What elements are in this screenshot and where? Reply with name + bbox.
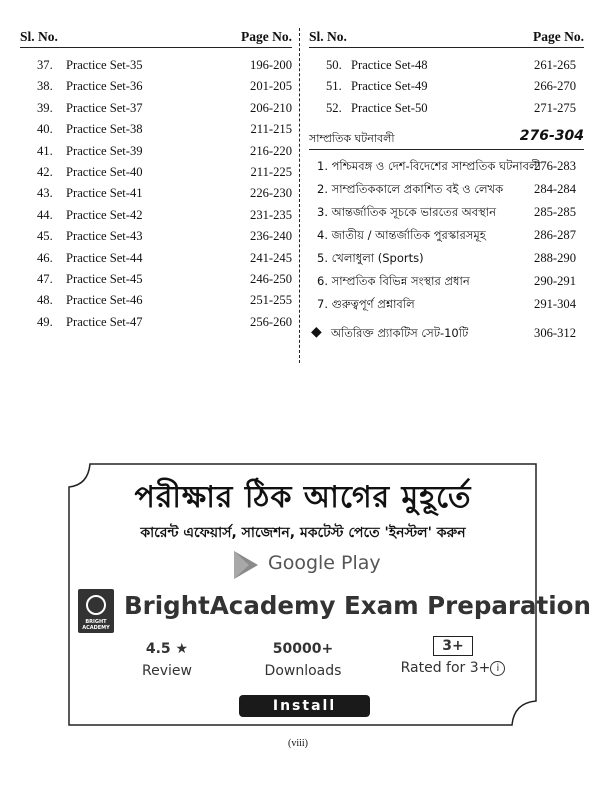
row-pages: 241-245 [250, 250, 292, 265]
downloads-label: Downloads [264, 663, 342, 679]
row-title: Practice Set-48 [351, 58, 428, 72]
row-number: 39. [37, 100, 53, 115]
row-pages: 276-283 [534, 159, 576, 173]
column-divider [299, 28, 300, 363]
row-number: 45. [37, 229, 53, 244]
section-title: সাম্প্রতিক ঘটনাবলী [309, 132, 395, 145]
row-pages: 284-284 [534, 182, 576, 196]
row-title: Practice Set-39 [66, 143, 143, 158]
row-number: 51. [326, 79, 342, 94]
row-pages: 201-205 [250, 79, 292, 94]
header-sl-no: Sl. No. [309, 29, 347, 44]
toc-row [309, 76, 584, 96]
current-affairs-row [309, 179, 584, 199]
row-pages: 206-210 [250, 100, 292, 115]
header-sl-no: Sl. No. [20, 29, 58, 44]
row-pages: 286-287 [534, 228, 576, 242]
row-title: 4. জাতীয় / আন্তর্জাতিক পুরস্কারসমূহ [317, 228, 486, 242]
diamond-bullet-icon: ◆ [311, 325, 322, 340]
row-number: 44. [37, 207, 53, 222]
row-number: 38. [37, 79, 53, 94]
row-pages: 290-291 [534, 274, 576, 288]
row-title: Practice Set-37 [66, 100, 143, 115]
row-pages: 211-215 [250, 122, 292, 137]
app-name: BrightAcademy Exam Preparation [124, 591, 591, 620]
toc-header [309, 28, 584, 48]
rating-value: 4.5 ★ [145, 641, 189, 657]
extra-practice-title: অতিরিক্ত প্র্যাকটিস সেট-10টি [331, 326, 469, 340]
toc-row [20, 312, 292, 332]
bright-academy-logo-icon [78, 589, 114, 633]
row-pages: 256-260 [250, 314, 292, 329]
row-title: 6. সাম্প্রতিক বিভিন্ন সংস্থার প্রধান [317, 274, 470, 288]
info-icon[interactable]: i [490, 661, 505, 676]
age-rating-label-row [393, 660, 513, 676]
current-affairs-row [309, 225, 584, 245]
current-affairs-row [309, 271, 584, 291]
row-title: 5. খেলাধুলা (Sports) [317, 251, 424, 265]
row-pages: 271-275 [534, 100, 576, 115]
row-title: Practice Set-49 [351, 79, 428, 94]
row-pages: 285-285 [534, 205, 576, 219]
page-number: (viii) [288, 738, 308, 749]
toc-row [20, 269, 292, 289]
rating-label: Review [142, 663, 192, 679]
row-number: 40. [37, 122, 53, 137]
downloads-stat [248, 641, 358, 679]
row-pages: 226-230 [250, 186, 292, 201]
row-pages: 211-225 [250, 165, 292, 179]
app-advertisement [68, 463, 591, 726]
row-number: 37. [37, 58, 53, 72]
row-number: 42. [37, 165, 53, 179]
row-number: 49. [37, 314, 53, 329]
row-pages: 216-220 [250, 143, 292, 158]
row-pages: 196-200 [250, 58, 292, 72]
toc-row [309, 55, 584, 75]
store-name: Google Play [268, 552, 381, 574]
toc-left-column [20, 28, 292, 329]
current-affairs-row [309, 294, 584, 314]
age-rating-stat [393, 635, 513, 676]
row-title: Practice Set-40 [66, 165, 143, 179]
section-pages: 276-304 [519, 128, 584, 144]
row-number: 41. [37, 143, 53, 158]
row-title: 7. গুরুত্বপূর্ণ প্রশ্নাবলি [317, 297, 415, 311]
row-pages: 251-255 [250, 293, 292, 308]
row-title: Practice Set-44 [66, 250, 143, 265]
row-pages: 246-250 [250, 272, 292, 286]
rating-stat [122, 641, 212, 679]
header-page-no: Page No. [533, 29, 584, 44]
row-title: Practice Set-38 [66, 122, 143, 137]
row-title: 1. পশ্চিমবঙ্গ ও দেশ-বিদেশের সাম্প্রতিক ঘটনাবলী [317, 159, 541, 173]
app-brand [78, 587, 591, 633]
toc-row [20, 55, 292, 75]
age-rating-badge: 3+ [433, 636, 472, 656]
header-page-no: Page No. [241, 29, 292, 44]
row-number: 43. [37, 186, 53, 201]
row-title: Practice Set-50 [351, 100, 428, 115]
row-title: Practice Set-46 [66, 293, 143, 308]
current-affairs-row [309, 248, 584, 268]
row-pages: 266-270 [534, 79, 576, 94]
current-affairs-row [309, 202, 584, 222]
ad-subheadline: কারেন্ট এফেয়ার্স, সাজেশন, মকটেস্ট পেতে 'ইনস্টল' করুন [140, 525, 466, 541]
toc-row [20, 248, 292, 268]
google-play-icon [232, 549, 260, 581]
row-title: Practice Set-47 [66, 314, 143, 329]
row-number: 46. [37, 250, 53, 265]
toc-row [20, 141, 292, 161]
row-number: 47. [37, 272, 53, 286]
toc-row [20, 226, 292, 246]
row-pages: 231-235 [250, 207, 292, 222]
current-affairs-section-header [309, 130, 584, 150]
row-title: Practice Set-36 [66, 79, 143, 94]
row-pages: 236-240 [250, 229, 292, 244]
row-number: 50. [326, 58, 342, 72]
toc-row [20, 76, 292, 96]
row-number: 48. [37, 293, 53, 308]
row-title: Practice Set-41 [66, 186, 143, 201]
row-title: 2. সাম্প্রতিককালে প্রকাশিত বই ও লেখক [317, 182, 504, 196]
install-button[interactable]: Install [239, 695, 370, 717]
extra-practice-row [309, 322, 584, 344]
row-title: Practice Set-43 [66, 229, 143, 244]
toc-row [20, 183, 292, 203]
ad-headline: পরীক্ষার ঠিক আগের মুহূর্তে [134, 480, 472, 515]
toc-row [20, 290, 292, 310]
row-pages: 288-290 [534, 251, 576, 265]
table-of-contents [20, 28, 584, 363]
toc-row [20, 98, 292, 118]
row-title: Practice Set-35 [66, 58, 143, 72]
toc-row [20, 119, 292, 139]
row-title: Practice Set-45 [66, 272, 143, 286]
toc-row [20, 162, 292, 182]
current-affairs-row [309, 156, 584, 176]
row-number: 52. [326, 100, 342, 115]
row-pages: 261-265 [534, 58, 576, 72]
toc-row [20, 205, 292, 225]
downloads-value: 50000+ [272, 641, 334, 657]
row-title: 3. আন্তর্জাতিক সূচকে ভারতের অবস্থান [317, 205, 496, 219]
toc-right-column [309, 28, 584, 340]
toc-row [309, 98, 584, 118]
logo-label: BRIGHT ACADEMY [82, 619, 110, 631]
google-play-badge[interactable] [232, 549, 392, 581]
row-pages: 291-304 [534, 297, 576, 311]
extra-practice-pages: 306-312 [534, 326, 576, 340]
row-title: Practice Set-42 [66, 207, 143, 222]
toc-header [20, 28, 292, 48]
age-rating-label: Rated for 3+ [400, 660, 491, 676]
